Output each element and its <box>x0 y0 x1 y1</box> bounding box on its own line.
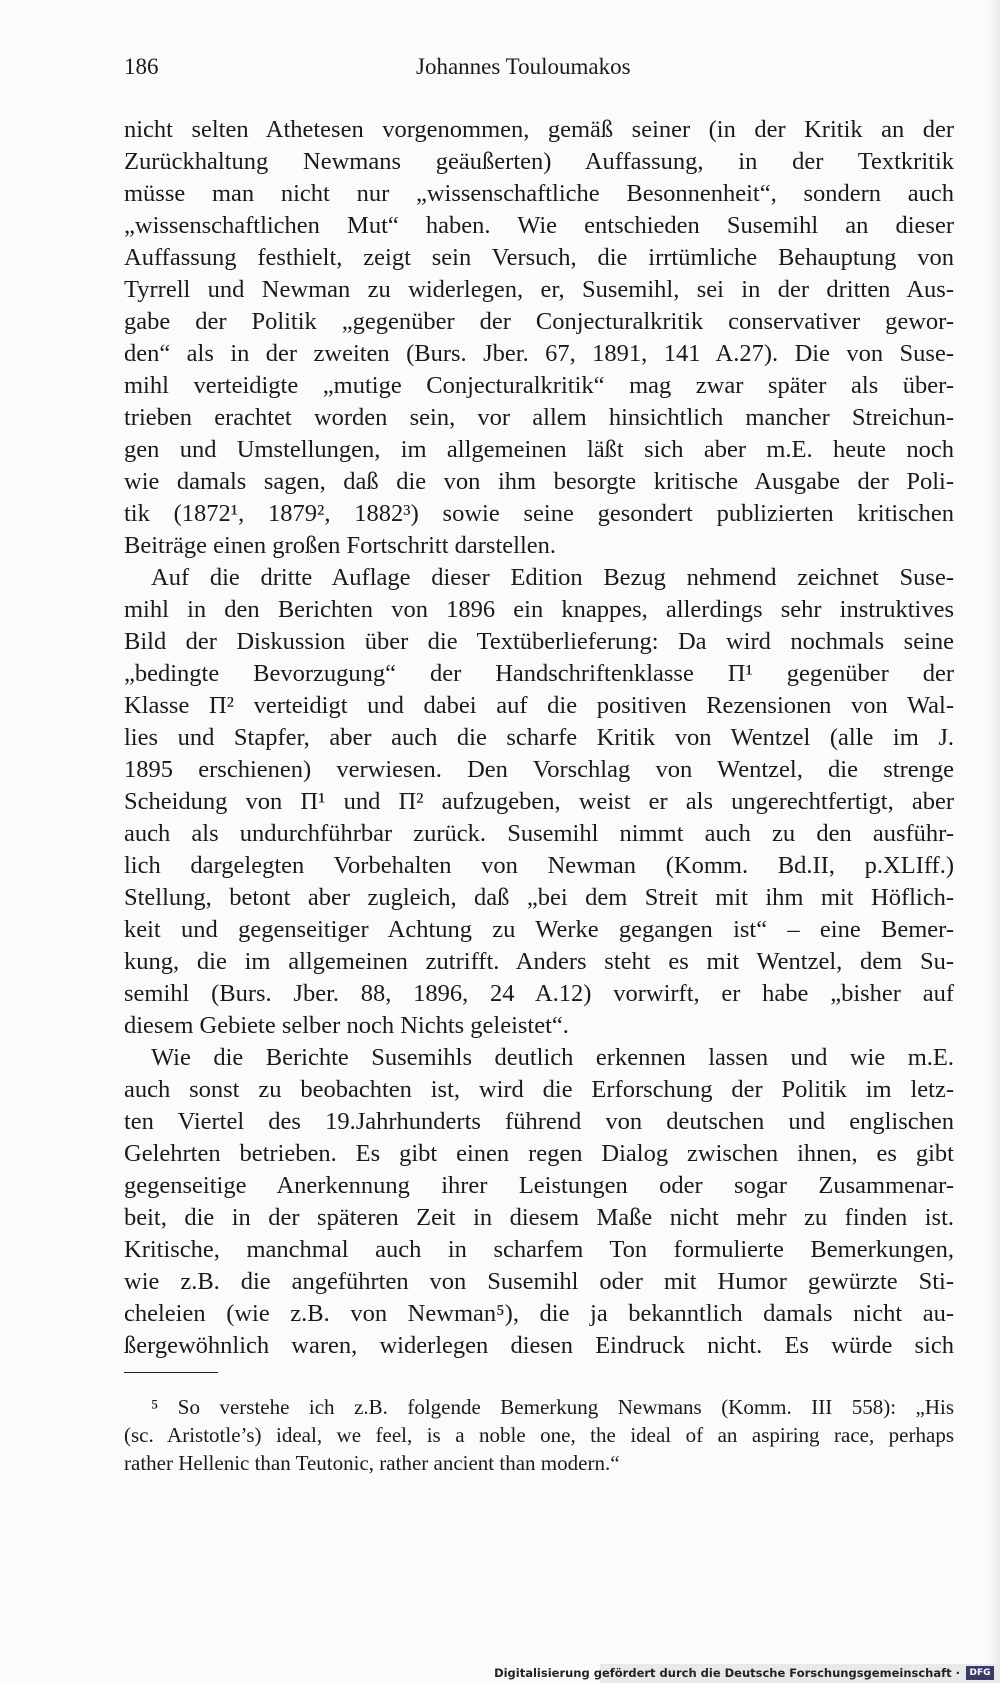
text-line: Stellung, betont aber zugleich, daß „bei dem Streit mit ihm mit Höflich- <box>124 884 954 911</box>
text-line: Kritische, manchmal auch in scharfem Ton formulierte Bemerkungen, <box>124 1236 954 1263</box>
footnotes <box>124 1393 954 1477</box>
text-line: 1895 erschienen) verwiesen. Den Vorschlag von Wentzel, die strenge <box>124 756 954 783</box>
text-line: Gelehrten betrieben. Es gibt einen regen Dialog zwischen ihnen, es gibt <box>124 1140 954 1167</box>
text-line: tik (1872¹, 1879², 1882³) sowie seine gesondert publizierten kritischen <box>124 500 954 527</box>
text-line: trieben erachtet worden sein, vor allem hinsichtlich mancher Streichun- <box>124 404 954 431</box>
text-line: diesem Gebiete selber noch Nichts geleistet“. <box>124 1012 569 1039</box>
text-line: ten Viertel des 19.Jahrhunderts führend von deutschen und englischen <box>124 1108 954 1135</box>
text-line: beit, die in der späteren Zeit in diesem Maße nicht mehr zu finden ist. <box>124 1204 954 1231</box>
text-line: semihl (Burs. Jber. 88, 1896, 24 A.12) vorwirft, er habe „bisher auf <box>124 980 954 1007</box>
text-line: cheleien (wie z.B. von Newman⁵), die ja bekanntlich damals nicht au- <box>124 1300 954 1327</box>
text-line: gegenseitige Anerkennung ihrer Leistungen oder sogar Zusammenar- <box>124 1172 954 1199</box>
text-line: Tyrrell und Newman zu widerlegen, er, Susemihl, sei in der dritten Aus- <box>124 276 954 303</box>
text-line: Bild der Diskussion über die Textüberlieferung: Da wird nochmals seine <box>124 628 954 655</box>
footnote-line: (sc. Aristotle’s) ideal, we feel, is a noble one, the ideal of an aspiring race, perhaps <box>124 1423 954 1447</box>
text-line: „bedingte Bevorzugung“ der Handschriftenklasse Π¹ gegenüber der <box>124 660 954 687</box>
text-line: wie damals sagen, daß die von ihm besorgte kritische Ausgabe der Poli- <box>124 468 954 495</box>
text-line: ßergewöhnlich waren, widerlegen diesen Eindruck nicht. Es würde sich <box>124 1332 954 1359</box>
page-number: 186 <box>124 54 159 79</box>
text-line: den“ als in der zweiten (Burs. Jber. 67, 1891, 141 A.27). Die von Suse- <box>124 340 954 367</box>
text-line: Auffassung festhielt, zeigt sein Versuch, die irrtümliche Behauptung von <box>124 244 954 271</box>
text-line: Scheidung von Π¹ und Π² aufzugeben, weist er als ungerechtfertigt, aber <box>124 788 954 815</box>
text-line: Auf die dritte Auflage dieser Edition Bezug nehmend zeichnet Suse- <box>151 564 954 591</box>
running-head-title: Johannes Touloumakos <box>416 54 631 79</box>
text-line: Klasse Π² verteidigt und dabei auf die positiven Rezensionen von Wal- <box>124 692 954 719</box>
page-edge-shadow <box>986 0 1000 1683</box>
footnote-line: rather Hellenic than Teutonic, rather ancient than modern.“ <box>124 1451 620 1475</box>
body-text <box>124 114 954 1362</box>
text-line: mihl verteidigte „mutige Conjecturalkritik“ mag zwar später als über- <box>124 372 954 399</box>
digitization-credit: Digitalisierung gefördert durch die Deutsche Forschungsgemeinschaft · <box>494 1666 960 1680</box>
text-line: gen und Umstellungen, im allgemeinen läßt sich aber m.E. heute noch <box>124 436 954 463</box>
text-line: „wissenschaftlichen Mut“ haben. Wie entschieden Susemihl an dieser <box>124 212 954 239</box>
text-line: lich dargelegten Vorbehalten von Newman (Komm. Bd.II, p.XLIff.) <box>124 852 954 879</box>
running-head <box>124 54 954 84</box>
text-line: gabe der Politik „gegenüber der Conjecturalkritik conservativer gewor- <box>124 308 954 335</box>
text-line: kung, die im allgemeinen zutrifft. Anders steht es mit Wentzel, dem Su- <box>124 948 954 975</box>
text-line: keit und gegenseitiger Achtung zu Werke gegangen ist“ – eine Bemer- <box>124 916 954 943</box>
dfg-logo: DFG <box>966 1666 994 1680</box>
text-line: auch sonst zu beobachten ist, wird die Erforschung der Politik im letz- <box>124 1076 954 1103</box>
text-line: Zurückhaltung Newmans geäußerten) Auffassung, in der Textkritik <box>124 148 954 175</box>
text-line: nicht selten Athetesen vorgenommen, gemäß seiner (in der Kritik an der <box>124 116 954 143</box>
footnote-line: ⁵ So verstehe ich z.B. folgende Bemerkung Newmans (Komm. III 558): „His <box>151 1395 954 1419</box>
digitization-footer <box>494 1664 1000 1683</box>
footnote-rule <box>124 1372 218 1373</box>
text-line: müsse man nicht nur „wissenschaftliche Besonnenheit“, sondern auch <box>124 180 954 207</box>
text-line: lies und Stapfer, aber auch die scharfe Kritik von Wentzel (alle im J. <box>124 724 954 751</box>
text-line: Beiträge einen großen Fortschritt darstellen. <box>124 532 557 559</box>
text-line: auch als undurchführbar zurück. Susemihl nimmt auch zu den ausführ- <box>124 820 954 847</box>
text-line: Wie die Berichte Susemihls deutlich erkennen lassen und wie m.E. <box>151 1044 954 1071</box>
text-line: mihl in den Berichten von 1896 ein knappes, allerdings sehr instruktives <box>124 596 954 623</box>
text-line: wie z.B. die angeführten von Susemihl oder mit Humor gewürzte Sti- <box>124 1268 954 1295</box>
